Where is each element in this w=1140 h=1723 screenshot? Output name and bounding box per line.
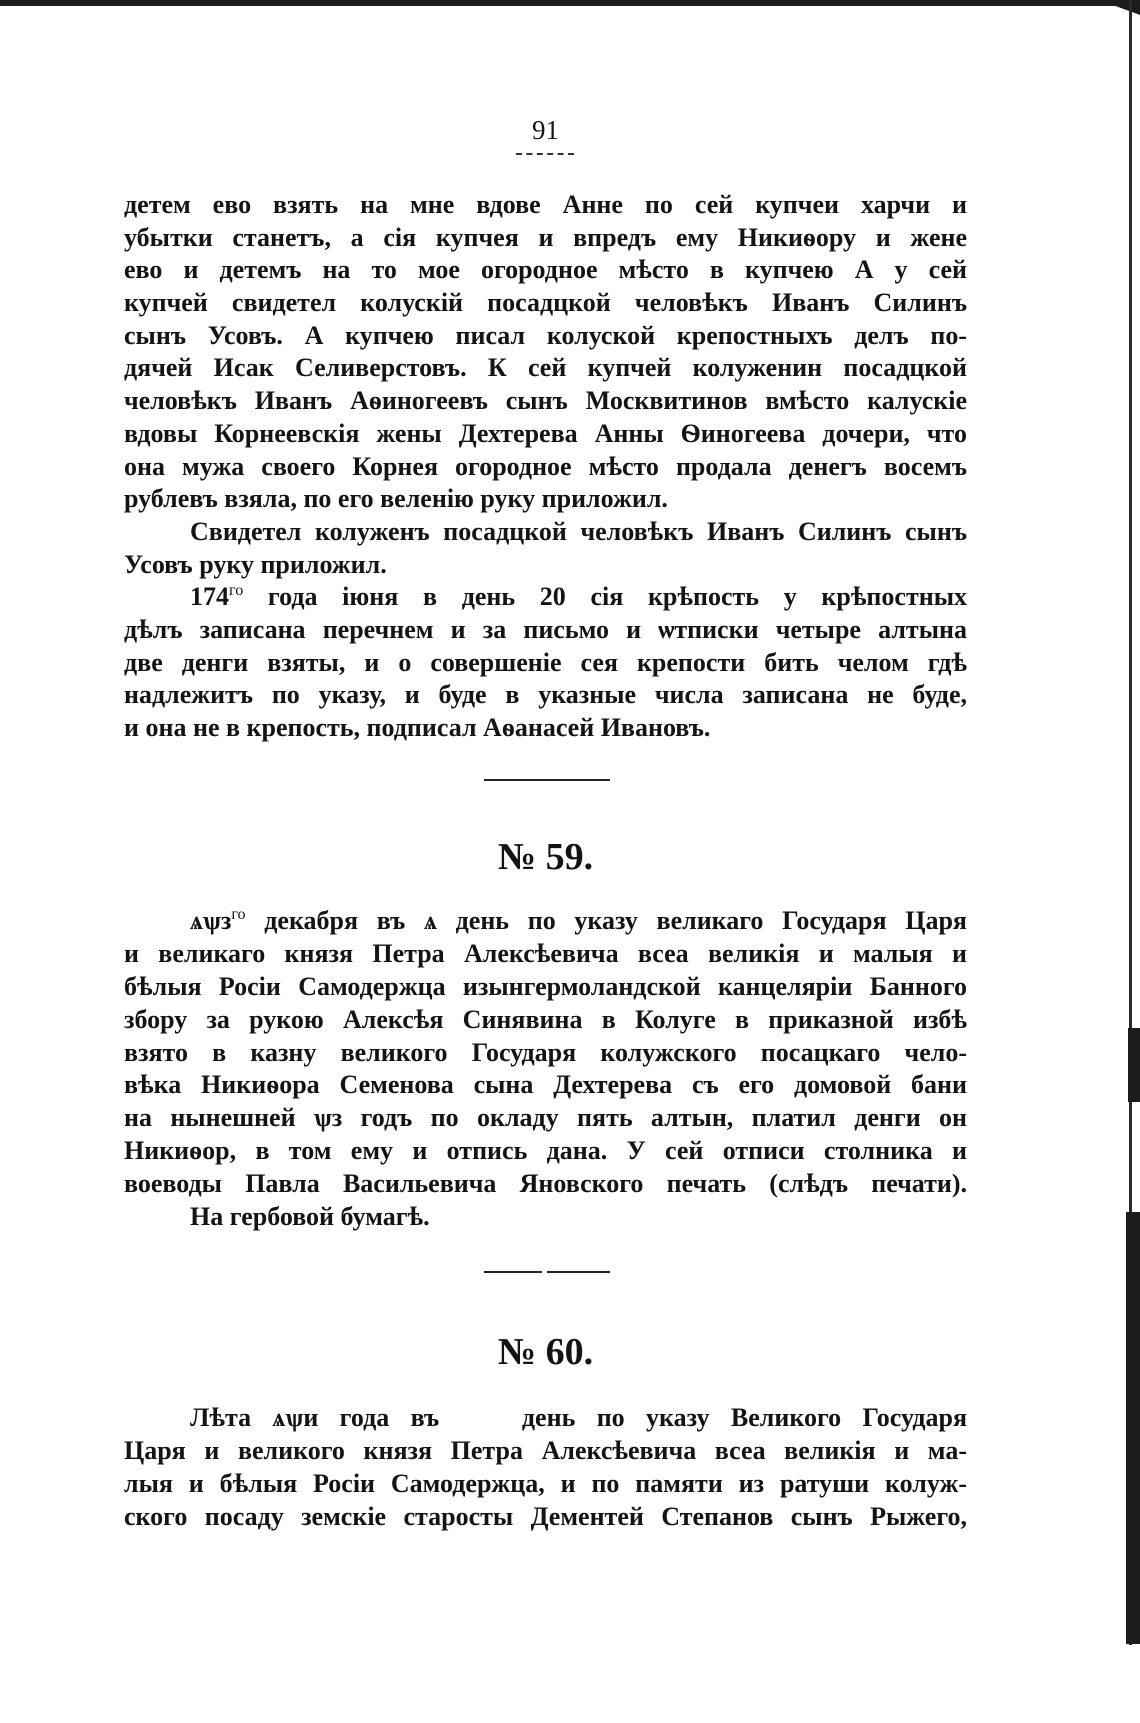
- section-divider: [484, 1271, 610, 1273]
- text-line: убытки станетъ, а сія купчея и впредъ ему Никиѳору и жене: [124, 222, 967, 252]
- scan-edge-shadow: [1128, 1028, 1140, 1102]
- text-line: ского посаду земскіе старосты Дементей Степанов сынъ Рыжего,: [124, 1501, 967, 1531]
- line-text: день по указу Великого Государя: [521, 1403, 968, 1432]
- text-line: вѣка Никиѳора Семенова сына Дехтерева съ его домовой бани: [124, 1070, 967, 1100]
- text-line: взято в казну великого Государя колужского посацкаго чело-: [124, 1037, 967, 1067]
- section-divider: [484, 779, 610, 781]
- text-line: [124, 905, 967, 938]
- text-line: Царя и великого князя Петра Алексѣевича всеа великія и ма-: [124, 1435, 967, 1465]
- text-line: дѣлъ записана перечнем и за письмо и ѡтписки четыре алтына: [124, 614, 967, 644]
- text-line: Усовъ руку приложил.: [124, 549, 387, 579]
- text-line: воеводы Павла Васильевича Яновского печать (слѣдъ печати).: [124, 1169, 967, 1199]
- text-line: детем ево взять на мне вдове Анне по сей купчеи харчи и: [124, 190, 967, 219]
- document-59: [124, 905, 967, 1234]
- line-text: декабря въ ѧ день по указу великаго Государя Царя: [245, 906, 967, 935]
- text-line: рублевъ взяла, по его веленію руку приложил.: [124, 484, 668, 514]
- text-line: дячей Исак Селиверстовъ. К сей купчей колуженин посадцкой: [124, 353, 967, 383]
- text-line: Свидетел колуженъ посадцкой человѣкъ Иванъ Силинъ сынъ: [190, 516, 967, 546]
- text-line: купчей свидетел колускій посадцкой человѣкъ Иванъ Силинъ: [124, 288, 967, 318]
- text-line: сынъ Усовъ. А купчею писал колуской крепостныхъ делъ по-: [124, 320, 967, 350]
- text-line: надлежитъ по указу, и буде в указные числа записана не буде,: [124, 680, 967, 710]
- superscript: го: [229, 582, 244, 600]
- scan-edge-corner: [1110, 0, 1140, 16]
- document-60: [124, 1402, 967, 1534]
- text-line: вдовы Корнеевскія жены Дехтерева Анны Ѳиногеева дочери, что: [124, 418, 967, 448]
- superscript: го: [231, 906, 246, 924]
- page-number-rule: [516, 153, 574, 155]
- text-line: и великаго князя Петра Алексѣевича всеа великія и малыя и: [124, 938, 967, 968]
- scan-edge-top: [0, 0, 1140, 6]
- text-line: [124, 1402, 967, 1435]
- text-line: две денги взяты, и о совершеніе сея крепости бить челом гдѣ: [124, 647, 967, 677]
- document-heading: № 59.: [497, 836, 594, 878]
- text-line: она мужа своего Корнея огородное мѣсто продала денегъ восемъ: [124, 451, 967, 481]
- text-line: Никиѳор, в том ему и отпись дана. У сей отписи столника и: [124, 1136, 967, 1166]
- text-line: и она не в крепость, подписал Аѳанасей Ивановъ.: [124, 713, 711, 742]
- paper-note: На гербовой бумагѣ.: [190, 1202, 430, 1232]
- text-line: збору за рукою Алексѣя Синявина в Колуге в приказной избѣ: [124, 1004, 967, 1034]
- text-line: бѣлыя Росіи Самодержца изынгермоландской канцеляріи Банного: [124, 971, 967, 1001]
- year-number: 174: [190, 582, 229, 612]
- document-continuation: [124, 189, 967, 745]
- document-heading: № 60.: [497, 1331, 594, 1373]
- line-text: года іюня в день 20 сія крѣпость у крѣпостных: [243, 582, 967, 612]
- line-text: Лѣта ѧѱи года въ: [190, 1403, 440, 1432]
- scan-edge-shadow: [1126, 1212, 1140, 1644]
- text-line: ево и детемъ на то мое огородное мѣсто в купчею А у сей: [124, 255, 967, 285]
- text-line: [124, 581, 967, 614]
- text-line: лыя и бѣлыя Росіи Самодержца, и по памяти из ратуши колуж-: [124, 1468, 967, 1498]
- page-number: 91: [532, 115, 559, 145]
- text-line: человѣкъ Иванъ Аѳиногеевъ сынъ Москвитинов вмѣсто калускіе: [124, 386, 967, 416]
- year-number: ѧѱз: [190, 906, 232, 935]
- text-line: на нынешней ѱз годъ по окладу пять алтын, платил денги он: [124, 1103, 967, 1133]
